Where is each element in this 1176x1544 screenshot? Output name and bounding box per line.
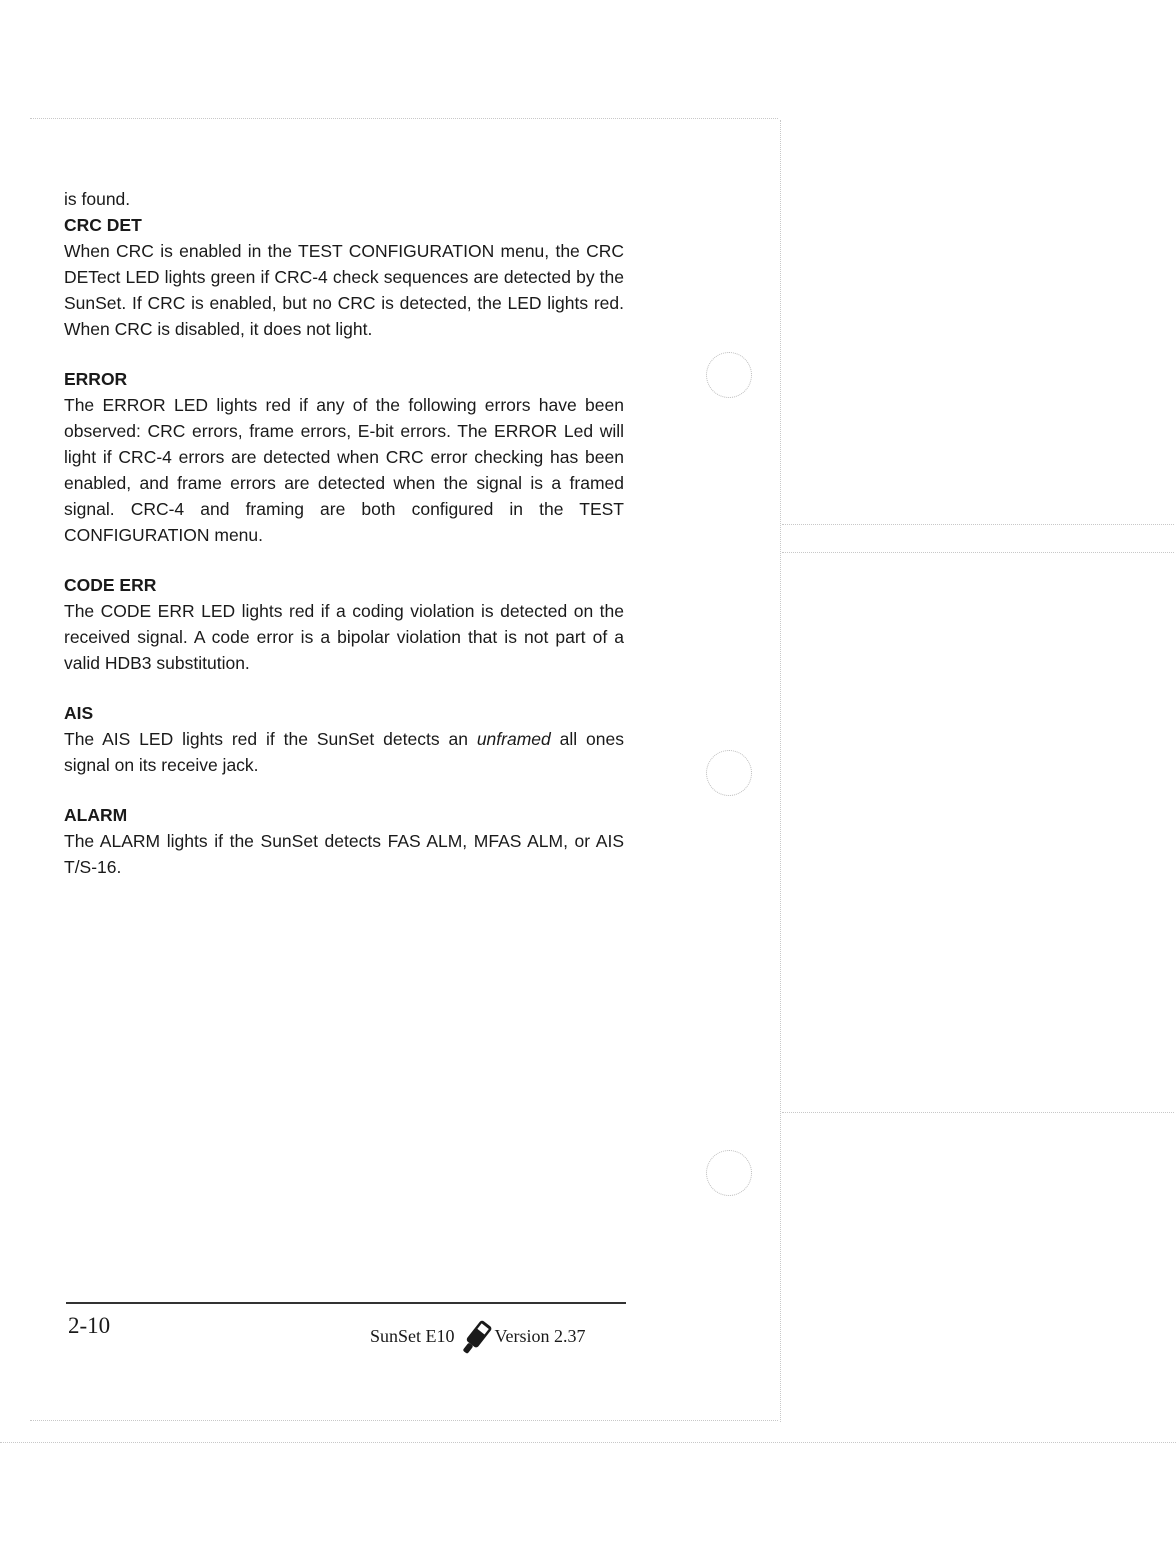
section-heading: CRC DET — [64, 215, 142, 235]
footer-product — [370, 1316, 586, 1356]
binder-hole — [706, 1150, 752, 1196]
section-paragraph: When CRC is enabled in the TEST CONFIGURATION menu, the CRC DETect LED lights green if CRC-4 check sequences are detected by the SunSet. If CRC is enabled, but no CRC is detected, the LED lights red. When CRC is disabled, it does not light. — [64, 241, 624, 339]
page-number: 2-10 — [68, 1313, 111, 1338]
section-crc-det — [64, 212, 624, 342]
version-label: Version 2.37 — [494, 1326, 586, 1346]
section-alarm — [64, 802, 624, 880]
tab-edge-line — [782, 552, 1174, 553]
top-trim-line — [30, 118, 778, 119]
ais-text-after: all ones signal on its receive jack. — [64, 729, 624, 775]
section-code-err — [64, 572, 624, 676]
bottom-trim-line — [30, 1420, 778, 1421]
section-error — [64, 366, 624, 548]
section-paragraph: The ALARM lights if the SunSet detects FAS ALM, MFAS ALM, or AIS T/S-16. — [64, 831, 624, 877]
ais-text-before: The AIS LED lights red if the SunSet detects an — [64, 729, 477, 749]
tab-edge-line — [782, 1112, 1174, 1113]
footer-rule — [66, 1302, 626, 1304]
body-text — [64, 186, 624, 904]
section-heading: AIS — [64, 703, 94, 723]
binder-hole — [706, 750, 752, 796]
section-heading: ERROR — [64, 369, 128, 389]
section-ais — [64, 700, 624, 778]
tab-edge-line — [782, 524, 1174, 525]
section-paragraph — [64, 726, 624, 778]
section-paragraph: The CODE ERR LED lights red if a coding violation is detected on the received signal. A code error is a bipolar violation that is not part of a valid HDB3 substitution. — [64, 601, 624, 673]
sunset-handset-logo-icon — [459, 1318, 493, 1358]
section-paragraph: The ERROR LED lights red if any of the following errors have been observed: CRC errors, frame errors, E-bit errors. The ERROR Led will light if CRC-4 errors are detected when CRC error checking has been enabled, and frame errors are detected when the signal is a framed signal. CRC-4 and framing are both configured in the TEST CONFIGURATION menu. — [64, 395, 624, 545]
product-name: SunSet E10 — [370, 1326, 455, 1346]
bottom-edge-line — [0, 1442, 1176, 1443]
section-heading: ALARM — [64, 805, 128, 825]
ais-emphasis: unframed — [476, 729, 551, 749]
right-trim-line — [780, 120, 781, 1422]
section-heading: CODE ERR — [64, 575, 157, 595]
binder-hole — [706, 352, 752, 398]
lead-paragraph: is found. — [64, 189, 131, 209]
